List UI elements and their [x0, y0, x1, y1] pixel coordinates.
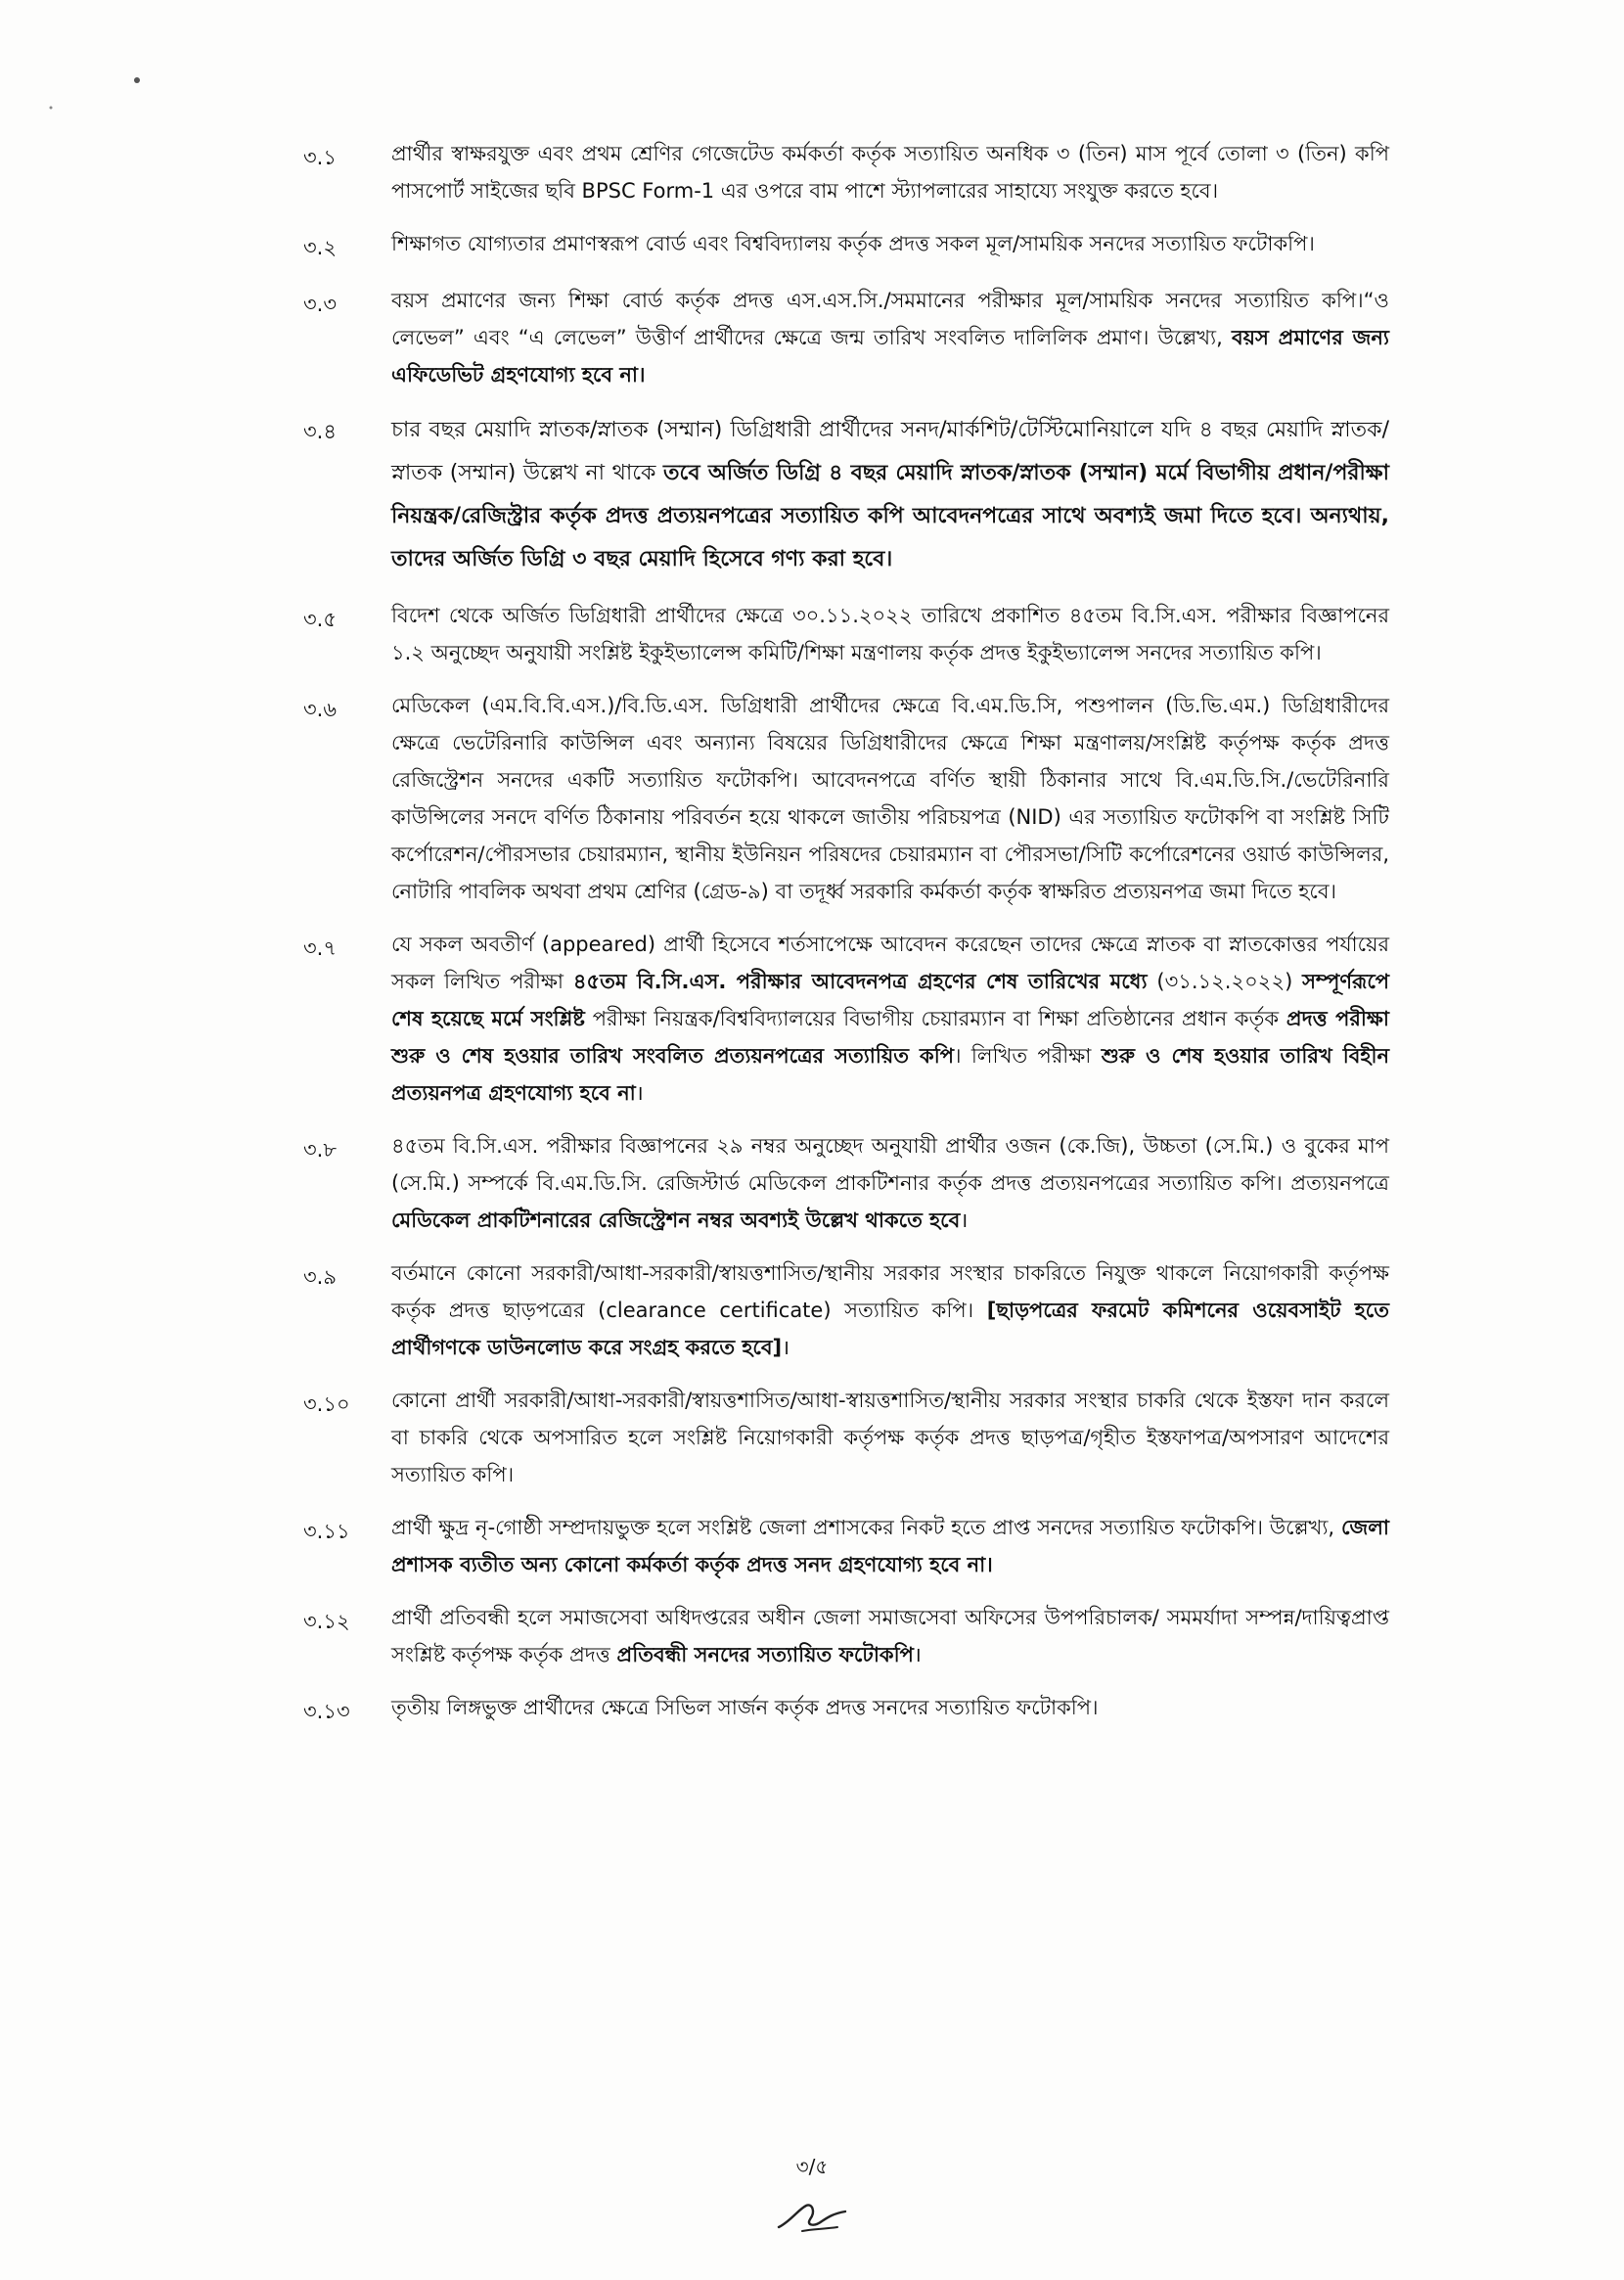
- text-segment: তৃতীয় লিঙ্গভুক্ত প্রার্থীদের ক্ষেত্রে সিভিল সার্জন কর্তৃক প্রদত্ত সনদের সত্যায়িত ফটোকপি।: [391, 1696, 1099, 1719]
- bold-text-segment: প্রদত্ত পরীক্ষা শুরু ও শেষ হওয়ার তারিখ সংবলিত প্রত্যয়নপত্রের সত্যায়িত কপি: [391, 1007, 1389, 1068]
- item-number: ৩.১২: [303, 1610, 350, 1633]
- bold-text-segment: প্রতিবন্ধী সনদের সত্যায়িত ফটোকপি: [616, 1643, 914, 1666]
- bold-text-segment: সম্পূর্ণরূপে শেষ হয়েছে মর্মে সংশ্লিষ্ট: [391, 970, 1390, 1030]
- item-text: [391, 597, 1389, 671]
- text-segment: প্রার্থী ক্ষুদ্র নৃ-গোষ্ঠী সম্প্রদায়ভুক্ত হলে সংশ্লিষ্ট জেলা প্রশাসকের নিকট হতে প্রাপ্ত সনদের সত্যায়িত ফটোকপি। উল্লেখ্য,: [391, 1516, 1341, 1539]
- text-segment: ।: [960, 1208, 969, 1232]
- item-number: ৩.১০: [303, 1392, 350, 1416]
- bold-text-segment: বয়স প্রমাণের জন্য এফিডেভিট গ্রহণযোগ্য হবে না।: [391, 326, 1389, 387]
- list-item: [303, 409, 1389, 581]
- item-number: ৩.৭: [303, 936, 337, 960]
- item-number: ৩.৫: [303, 608, 337, 631]
- list-item: [303, 1382, 1389, 1493]
- text-segment: চার বছর মেয়াদি স্নাতক/স্নাতক (সম্মান) ডিগ্রিধারী প্রার্থীদের সনদ/মার্কশিট/টেস্টিমোনিয়ালে যদি ৪ বছর মেয়াদি স্নাতক/স্নাতক (সম্মান) উল্লেখ না থাকে: [391, 418, 1389, 485]
- item-number: ৩.৬: [303, 698, 337, 721]
- item-text: [391, 1689, 1389, 1726]
- text-segment: । লিখিত পরীক্ষা: [954, 1044, 1102, 1068]
- list-item: [303, 926, 1389, 1112]
- item-text: [391, 135, 1389, 209]
- item-text: [391, 282, 1389, 393]
- text-segment: প্রার্থীর স্বাক্ষরযুক্ত এবং প্রথম শ্রেণির গেজেটেড কর্মকর্তা কর্তৃক সত্যায়িত অনধিক ৩ (তিন) মাস পূর্বে তোলা ৩ (তিন) কপি পাসপোর্ট সাইজের ছবি BPSC Form-1 এর ওপরে বাম পাশে স্ট্যাপলারের সাহায্যে সংযুক্ত করতে হবে।: [391, 142, 1389, 203]
- signature-mark: [773, 2192, 851, 2241]
- item-text: [391, 1599, 1389, 1673]
- bold-text-segment: শুরু ও শেষ হওয়ার তারিখ বিহীন প্রত্যয়নপত্র গ্রহণযোগ্য হবে না: [391, 1044, 1389, 1105]
- list-item: [303, 225, 1389, 266]
- item-text: [391, 225, 1389, 262]
- item-number: ৩.৩: [303, 293, 337, 316]
- text-segment: ।: [635, 1081, 644, 1105]
- item-number: ৩.১: [303, 146, 337, 169]
- item-number: ৩.২: [303, 236, 337, 259]
- text-segment: শিক্ষাগত যোগ্যতার প্রমাণস্বরূপ বোর্ড এবং বিশ্ববিদ্যালয় কর্তৃক প্রদত্ত সকল মূল/সাময়িক সনদের সত্যায়িত ফটোকপি।: [391, 232, 1315, 255]
- text-segment: যে সকল অবতীর্ণ (appeared) প্রার্থী হিসেবে শর্তসাপেক্ষে আবেদন করেছেন তাদের ক্ষেত্রে স্নাতক বা স্নাতকোত্তর পর্যায়ের সকল লিখিত পরীক্ষা: [391, 933, 1389, 993]
- list-item: [303, 1689, 1389, 1730]
- text-segment: বিদেশ থেকে অর্জিত ডিগ্রিধারী প্রার্থীদের ক্ষেত্রে ৩০.১১.২০২২ তারিখে প্রকাশিত ৪৫তম বি.সি.এস. পরীক্ষার বিজ্ঞাপনের ১.২ অনুচ্ছেদ অনুযায়ী সংশ্লিষ্ট ইকুইভ্যালেন্স কমিটি/শিক্ষা মন্ত্রণালয় কর্তৃক প্রদত্ত ইকুইভ্যালেন্স সনদের সত্যায়িত কপি।: [391, 604, 1389, 664]
- item-number: ৩.৯: [303, 1265, 337, 1289]
- item-text: [391, 1509, 1389, 1583]
- text-segment: মেডিকেল (এম.বি.বি.এস.)/বি.ডি.এস. ডিগ্রিধারী প্রার্থীদের ক্ষেত্রে বি.এম.ডি.সি, পশুপালন (ডি.ভি.এম.) ডিগ্রিধারীদের ক্ষেত্রে ভেটেরিনারি কাউন্সিল এবং অন্যান্য বিষয়ের ডিগ্রিধারীদের ক্ষেত্রে শিক্ষা মন্ত্রণালয়/সংশ্লিষ্ট কর্তৃপক্ষ কর্তৃক প্রদত্ত রেজিস্ট্রেশন সনদের একটি সত্যায়িত ফটোকপি। আবেদনপত্রে বর্ণিত স্থায়ী ঠিকানার সাথে বি.এম.ডি.সি./ভেটেরিনারি কাউন্সিলের সনদে বর্ণিত ঠিকানায় পরিবর্তন হয়ে থাকলে জাতীয় পরিচয়পত্র (NID) এর সত্যায়িত ফটোকপি বা সংশ্লিষ্ট সিটি কর্পোরেশন/পৌরসভার চেয়ারম্যান, স্থানীয় ইউনিয়ন পরিষদের চেয়ারম্যান বা পৌরসভা/সিটি কর্পোরেশনের ওয়ার্ড কাউন্সিলর, নোটারি পাবলিক অথবা প্রথম শ্রেণির (গ্রেড-৯) বা তদূর্ধ্ব সরকারি কর্মকর্তা কর্তৃক স্বাক্ষরিত প্রত্যয়নপত্র জমা দিতে হবে।: [391, 694, 1389, 903]
- bold-text-segment: [ছাড়পত্রের ফরমেট কমিশনের ওয়েবসাইট হতে প্রার্থীগণকে ডাউনলোড করে সংগ্রহ করতে হবে]: [391, 1299, 1389, 1359]
- list-item: [303, 597, 1389, 671]
- text-segment: প্রার্থী প্রতিবন্ধী হলে সমাজসেবা অধিদপ্তরের অধীন জেলা সমাজসেবা অফিসের উপপরিচালক/ সমমর্যাদা সম্পন্ন/দায়িত্বপ্রাপ্ত সংশ্লিষ্ট কর্তৃপক্ষ কর্তৃক প্রদত্ত: [391, 1606, 1389, 1666]
- list-item: [303, 1509, 1389, 1583]
- item-text: [391, 1382, 1389, 1493]
- item-text: [391, 926, 1389, 1112]
- item-number: ৩.৪: [303, 420, 337, 443]
- text-segment: ।: [782, 1336, 790, 1359]
- page-number: ৩/৫: [795, 2155, 829, 2178]
- list-item: [303, 1254, 1389, 1366]
- text-segment: (৩১.১২.২০২২): [1147, 970, 1303, 993]
- bold-text-segment: মেডিকেল প্রাকটিশনারের রেজিস্ট্রেশন নম্বর অবশ্যই উল্লেখ থাকতে হবে: [391, 1208, 961, 1232]
- text-segment: ।: [913, 1643, 922, 1666]
- list-item: [303, 1599, 1389, 1673]
- list-item: [303, 687, 1389, 910]
- text-segment: পরীক্ষা নিয়ন্ত্রক/বিশ্ববিদ্যালয়ের বিভাগীয় চেয়ারম্যান বা শিক্ষা প্রতিষ্ঠানের প্রধান কর্তৃক: [584, 1007, 1286, 1030]
- requirements-list: [303, 135, 1389, 1746]
- item-text: [391, 687, 1389, 910]
- text-segment: বর্তমানে কোনো সরকারী/আধা-সরকারী/স্বায়ত্তশাসিত/স্থানীয় সরকার সংস্থার চাকরিতে নিযুক্ত থাকলে নিয়োগকারী কর্তৃপক্ষ কর্তৃক প্রদত্ত ছাড়পত্রের (clearance certificate) সত্যায়িত কপি।: [391, 1261, 1389, 1322]
- item-text: [391, 1254, 1389, 1366]
- text-segment: বয়স প্রমাণের জন্য শিক্ষা বোর্ড কর্তৃক প্রদত্ত এস.এস.সি./সমমানের পরীক্ষার মূল/সাময়িক সনদের সত্যায়িত কপি।“ও লেভেল” এবং “এ লেভেল” উত্তীর্ণ প্রার্থীদের ক্ষেত্রে জন্ম তারিখ সংবলিত দালিলিক প্রমাণ। উল্লেখ্য,: [391, 289, 1389, 349]
- item-number: ৩.১১: [303, 1520, 350, 1543]
- item-number: ৩.১৩: [303, 1700, 350, 1723]
- list-item: [303, 282, 1389, 393]
- scan-speck-marks: [39, 68, 157, 127]
- list-item: [303, 135, 1389, 209]
- item-text: [391, 409, 1389, 581]
- text-segment: কোনো প্রার্থী সরকারী/আধা-সরকারী/স্বায়ত্তশাসিত/আধা-স্বায়ত্তশাসিত/স্থানীয় সরকার সংস্থার চাকরি থেকে ইস্তফা দান করলে বা চাকরি থেকে অপসারিত হলে সংশ্লিষ্ট নিয়োগকারী কর্তৃপক্ষ কর্তৃক প্রদত্ত ছাড়পত্র/গৃহীত ইস্তফাপত্র/অপসারণ আদেশের সত্যায়িত কপি।: [391, 1389, 1389, 1486]
- text-segment: ৪৫তম বি.সি.এস. পরীক্ষার বিজ্ঞাপনের ২৯ নম্বর অনুচ্ছেদ অনুযায়ী প্রার্থীর ওজন (কে.জি), উচ্চতা (সে.মি.) ও বুকের মাপ (সে.মি.) সম্পর্কে বি.এম.ডি.সি. রেজিস্টার্ড মেডিকেল প্রাকটিশনার কর্তৃক প্রদত্ত প্রত্যয়নপত্রের সত্যায়িত কপি। প্রত্যয়নপত্রে: [391, 1134, 1389, 1195]
- bold-text-segment: জেলা প্রশাসক ব্যতীত অন্য কোনো কর্মকর্তা কর্তৃক প্রদত্ত সনদ গ্রহণযোগ্য হবে না।: [391, 1516, 1389, 1576]
- bold-text-segment: ৪৫তম বি.সি.এস. পরীক্ষার আবেদনপত্র গ্রহণের শেষ তারিখের মধ্যে: [572, 970, 1148, 993]
- bold-text-segment: তবে অর্জিত ডিগ্রি ৪ বছর মেয়াদি স্নাতক/স্নাতক (সম্মান) মর্মে বিভাগীয় প্রধান/পরীক্ষা নিয়ন্ত্রক/রেজিস্ট্রার কর্তৃক প্রদত্ত প্রত্যয়নপত্রের সত্যায়িত কপি আবেদনপত্রের সাথে অবশ্যই জমা দিতে হবে। অন্যথায়, তাদের অর্জিত ডিগ্রি ৩ বছর মেয়াদি হিসেবে গণ্য করা হবে।: [391, 461, 1389, 571]
- list-item: [303, 1127, 1389, 1239]
- item-number: ৩.৮: [303, 1138, 337, 1162]
- item-text: [391, 1127, 1389, 1239]
